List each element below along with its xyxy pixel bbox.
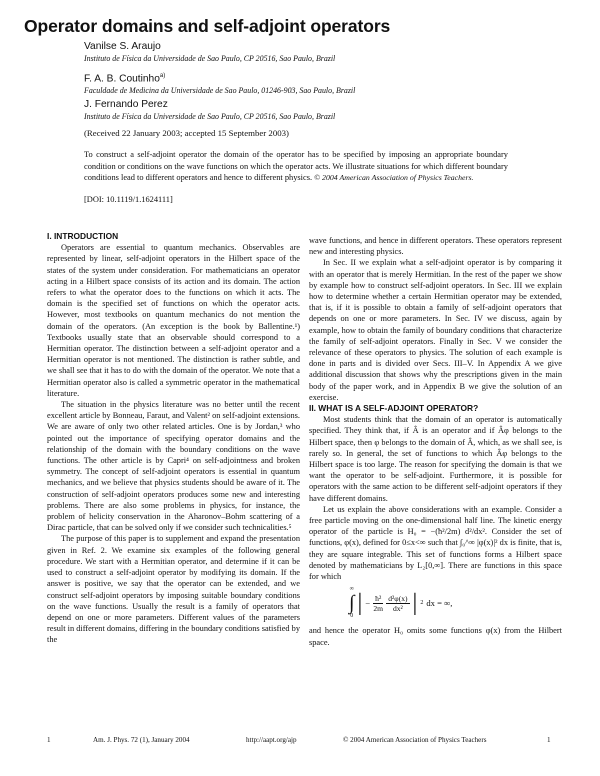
abstract-copyright: © 2004 American Association of Physics Teachers.: [314, 173, 474, 182]
absolute-bar: |: [357, 590, 363, 617]
author-name: Vanilse S. Araujo: [84, 41, 161, 52]
minus-sign: −: [365, 597, 371, 608]
author-affiliation: Faculdade de Medicina da Universidade de Sao Paulo, 01246-903, Sao Paulo, Brazil: [84, 86, 356, 96]
absolute-bar: |: [412, 590, 418, 617]
author-name-text: F. A. B. Coutinho: [84, 73, 160, 85]
author-block-3: [84, 99, 335, 122]
paragraph: wave functions, and hence in different operators. These operators represent new and interesting physics.: [309, 236, 562, 257]
doi-link[interactable]: [DOI: 10.1119/1.1624111]: [84, 195, 173, 204]
received-dates: (Received 22 January 2003; accepted 15 September 2003): [84, 128, 289, 138]
equation-tail: dx = ∞,: [426, 597, 453, 608]
author-block-1: [84, 41, 335, 64]
abstract-text: To construct a self-adjoint operator the domain of the operator has to be specified by imposing an appropriate boundary condition or conditions on the wave functions on which the operator acts. We illustrate situations for which different boundary conditions lead to different operators and hence to different physics.: [84, 150, 508, 182]
paragraph: Let us explain the above considerations with an example. Consider a free particle moving on the one-dimensional half line. The kinetic energy operator of the particle is H₀ = −(ħ²/2m) d²/dx². Consider the set of functions, φ(x), defined for 0≤x<∞ such that ∫₀^∞ |φ(x)|² dx is finite, that is, they are square integrable. This set of functions forms a Hilbert space denoted by mathematicians by L₂[0,∞]. There are functions in this space for which: [309, 504, 562, 582]
author-name: J. Fernando Perez: [84, 99, 168, 110]
abstract: [84, 149, 508, 184]
left-column: [47, 231, 300, 646]
denominator: dx²: [392, 603, 403, 613]
paragraph: and hence the operator H₀ omits some functions φ(x) from the Hilbert space.: [309, 626, 562, 647]
author-name: [84, 70, 355, 85]
right-column: [309, 235, 562, 648]
display-equation: [349, 586, 562, 620]
footer-journal: Am. J. Phys. 72 (1), January 2004: [93, 736, 190, 744]
author-block-2: [84, 70, 355, 96]
paragraph: Most students think that the domain of an operator is automatically specified. They think that, if Â is an operator and if Âφ belongs to the Hilbert space, then φ belongs to the domain of Â, which, as we shall see, is rarely so. In general, the set of functions to which Âφ belongs to the Hilbert space is too large. The reason for specifying the domain is that we want the operator to be self-adjoint. Furthermore, it is possible for operators with the same action to be different self-adjoint operators if they have different domains.: [309, 415, 562, 503]
fraction: [386, 594, 409, 613]
exponent: 2: [420, 599, 424, 606]
section-heading: II. WHAT IS A SELF-ADJOINT OPERATOR?: [309, 403, 479, 414]
footer-page-number: 1: [547, 736, 551, 744]
denominator: 2m: [373, 603, 384, 613]
footer-copyright: © 2004 American Association of Physics Teachers: [343, 736, 487, 744]
footer-url[interactable]: http://aapt.org/ajp: [246, 736, 297, 744]
integral-limits: [349, 586, 354, 620]
author-affiliation: Instituto de Física da Universidade de Sao Paulo, CP 20516, Sao Paulo, Brazil: [84, 112, 336, 121]
paragraph: In Sec. II we explain what a self-adjoint operator is by comparing it with an operator that is merely Hermitian. In the rest of the paper we show by example how to construct self-adjoint operators. In Sec. III we explain how to determine whether a certain Hermitian operator may be extended, that is, if it is possible to obtain a family of self-adjoint operators that depends on one or more parameters. In Sec. IV we discuss, again by example, how to obtain the family of boundary conditions that characterize the family of self-adjoint operators. Finally in Sec. V we consider the relevance of these operators to physics. The solution of each example is done in parts and is divided over Secs. III–V. In Appendix A we give additional discussion that shows why the prescriptions given in the main body of the paper work, and in Appendix B we give the solution of an exercise.: [309, 258, 562, 402]
section-heading: I. INTRODUCTION: [47, 231, 119, 241]
paragraph: Operators are essential to quantum mechanics. Observables are represented by linear, self-adjoint operators in the Hilbert space of the states of the system under consideration. For mathematicians an operator acting in a Hilbert space consists of its action and its domain. The action refers to what the operator does to the functions on which it acts. The domain is the specified set of functions on which the operator acts. However, most textbooks on quantum mechanics do not mention the domain of the operators. (An exception is the book by Ballentine.¹) Textbooks usually state that an observable should correspond to a Hermitian operator. The distinction between a self-adjoint operator and a Hermitian operator is not mentioned. The distinction is rather subtle, and we shall see that it has to do with the domain of the operator. We note that a Hermitian operator also is called a symmetric operator in the mathematical literature.: [47, 243, 300, 398]
author-footnote-marker: a): [159, 73, 166, 79]
integral-upper-limit: ∞: [349, 586, 354, 593]
numerator: d²φ(x): [388, 593, 408, 603]
paragraph: The situation in the physics literature was no better until the recent excellent article by Bonneau, Faraut, and Valent² on self-adjoint extensions. We are aware of only two other related articles. One is by Jordan,³ who pointed out the importance of specifying operator domains and the relationship of the domain with the boundary conditions on the wave functions. The other article is by Capri⁴ on self-adjointness and broken symmetry. The concept of self-adjoint operators is essential in quantum mechanics, and we believe that physics students should be aware of it. The construction of self-adjoint operators produces some new and interesting problems. There are also some problems in physics, for instance, the problem of helicity conservation in the Aharonov–Bohm scattering of a Dirac particle, that can be solved only if we consider such technicalities.⁵: [47, 400, 300, 533]
author-affiliation: Instituto de Física da Universidade de Sao Paulo, CP 20516, Sao Paulo, Brazil: [84, 54, 336, 63]
integral-sign: ∫: [349, 592, 355, 615]
footer-page-number: 1: [47, 736, 51, 744]
fraction: [373, 594, 383, 613]
integral-lower-limit: 0: [350, 613, 354, 620]
paragraph: The purpose of this paper is to supplement and expand the presentation given in Ref. 2. We examine six examples of the following general procedure. We start with a Hermitian operator, and determine if it can be used to construct a self-adjoint operator by modifying its domain. If the answer is positive, we say that the operator can be extended, and we construct self-adjoint operators by imposing suitable boundary conditions on the wave functions. Usually the result is a family of operators that depend on one or more parameters. Different values of the parameters result in different domains, differing in the boundary conditions satisfied by the: [47, 534, 300, 645]
numerator: ħ²: [375, 593, 382, 603]
paper-title: Operator domains and self-adjoint operators: [24, 16, 391, 36]
